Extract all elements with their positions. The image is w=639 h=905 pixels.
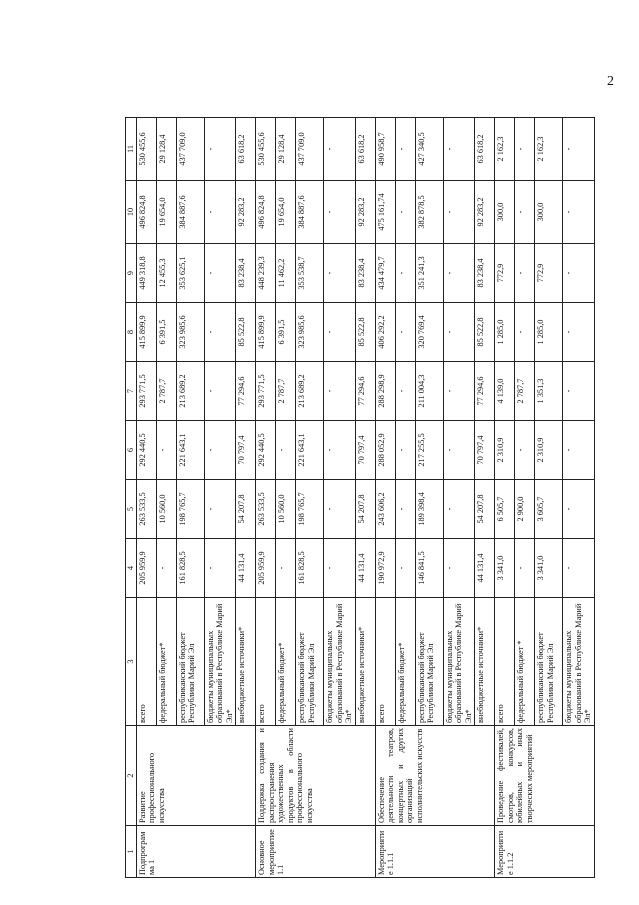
amount-cell: 1 351,3 [535, 362, 563, 421]
funding-source: федеральный бюджет* [156, 598, 176, 726]
amount-cell: 217 255,5 [415, 421, 443, 480]
amount-cell: - [324, 362, 356, 421]
amount-cell: 1 285,0 [535, 303, 563, 362]
amount-cell: - [515, 421, 535, 480]
amount-cell: 384 887,6 [296, 181, 324, 244]
amount-cell: 496 824,8 [136, 181, 156, 244]
amount-cell: 415 899,9 [136, 303, 156, 362]
amount-cell: 288 052,9 [375, 421, 395, 480]
amount-cell: 161 828,5 [176, 539, 204, 598]
amount-cell: 12 455,3 [156, 244, 176, 303]
amount-cell: 415 899,9 [256, 303, 276, 362]
amount-cell: - [204, 118, 236, 181]
column-header-3: 3 [126, 598, 137, 726]
program-code: Подпрограмма 1 [136, 826, 256, 878]
program-name: Проведение фестивалей, смотров, конкурсов, юбилейных и иных творческих мероприятий [495, 726, 595, 826]
funding-source: бюджеты муниципальных образований в Республике Марий Эл* [443, 598, 475, 726]
amount-cell: 351 241,3 [415, 244, 443, 303]
amount-cell: - [563, 421, 595, 480]
amount-cell: 63 618,2 [355, 118, 375, 181]
column-header-1: 1 [126, 826, 137, 878]
amount-cell: 292 440,5 [256, 421, 276, 480]
program-name: Развитие профессионального искусства [136, 726, 256, 826]
amount-cell: 2 310,9 [495, 421, 515, 480]
column-header-4: 4 [126, 539, 137, 598]
amount-cell: 490 958,7 [375, 118, 395, 181]
amount-cell: - [443, 118, 475, 181]
column-header-7: 7 [126, 362, 137, 421]
amount-cell: 83 238,4 [475, 244, 495, 303]
amount-cell: 2 787,7 [276, 362, 296, 421]
amount-cell: - [324, 421, 356, 480]
funding-source: бюджеты муниципальных образований в Республике Марий Эл* [563, 598, 595, 726]
amount-cell: 772,9 [495, 244, 515, 303]
funding-source: республиканский бюджет Республики Марий Эл [535, 598, 563, 726]
amount-cell: 3 605,7 [535, 480, 563, 539]
amount-cell: 70 797,4 [236, 421, 256, 480]
amount-cell: 3 341,0 [535, 539, 563, 598]
amount-cell: 3 341,0 [495, 539, 515, 598]
amount-cell: 213 689,2 [176, 362, 204, 421]
amount-cell: 10 560,0 [276, 480, 296, 539]
amount-cell: - [204, 539, 236, 598]
amount-cell: 54 207,8 [355, 480, 375, 539]
amount-cell: 382 878,5 [415, 181, 443, 244]
amount-cell: 198 765,7 [176, 480, 204, 539]
funding-source: внебюджетные источники* [355, 598, 375, 726]
amount-cell: - [443, 181, 475, 244]
amount-cell: 85 522,8 [355, 303, 375, 362]
amount-cell: 189 398,4 [415, 480, 443, 539]
amount-cell: 353 625,1 [176, 244, 204, 303]
amount-cell: 353 538,7 [296, 244, 324, 303]
funding-source: федеральный бюджет* [395, 598, 415, 726]
program-code: Мероприятие 1.1.1 [375, 826, 495, 878]
amount-cell: - [563, 181, 595, 244]
amount-cell: 1 285,0 [495, 303, 515, 362]
amount-cell: 288 298,9 [375, 362, 395, 421]
amount-cell: 293 771,5 [136, 362, 156, 421]
table-row [136, 118, 156, 878]
amount-cell: - [443, 421, 475, 480]
amount-cell: - [395, 421, 415, 480]
amount-cell: - [395, 480, 415, 539]
amount-cell: - [515, 303, 535, 362]
amount-cell: 205 959,9 [256, 539, 276, 598]
amount-cell: 323 985,6 [296, 303, 324, 362]
column-header-6: 6 [126, 421, 137, 480]
amount-cell: 293 771,5 [256, 362, 276, 421]
amount-cell: 2 787,7 [515, 362, 535, 421]
amount-cell: - [324, 480, 356, 539]
table-row [256, 118, 276, 878]
amount-cell: - [563, 362, 595, 421]
amount-cell: 4 139,0 [495, 362, 515, 421]
amount-cell: - [395, 244, 415, 303]
funding-source: внебюджетные источники* [475, 598, 495, 726]
amount-cell: - [156, 421, 176, 480]
amount-cell: 300,0 [495, 181, 515, 244]
amount-cell: 198 765,7 [296, 480, 324, 539]
amount-cell: - [563, 539, 595, 598]
amount-cell: 263 533,5 [136, 480, 156, 539]
column-header-10: 10 [126, 181, 137, 244]
amount-cell: - [515, 118, 535, 181]
amount-cell: - [324, 539, 356, 598]
amount-cell: 92 283,2 [475, 181, 495, 244]
amount-cell: 70 797,4 [475, 421, 495, 480]
amount-cell: - [395, 181, 415, 244]
column-header-2: 2 [126, 726, 137, 826]
amount-cell: 263 533,5 [256, 480, 276, 539]
amount-cell: 221 643,1 [296, 421, 324, 480]
amount-cell: 19 654,0 [276, 181, 296, 244]
amount-cell: 448 239,3 [256, 244, 276, 303]
amount-cell: 19 654,0 [156, 181, 176, 244]
amount-cell: 427 340,5 [415, 118, 443, 181]
amount-cell: 77 294,6 [355, 362, 375, 421]
program-name: Поддержка создания и распространения художественных продуктов в области профессионального искусства [256, 726, 376, 826]
amount-cell: - [563, 303, 595, 362]
funding-source: внебюджетные источники* [236, 598, 256, 726]
funding-source: бюджеты муниципальных образований в Республике Марий Эл* [324, 598, 356, 726]
amount-cell: 63 618,2 [475, 118, 495, 181]
program-code: Мероприятие 1.1.2 [495, 826, 595, 878]
amount-cell: 190 972,9 [375, 539, 395, 598]
amount-cell: 213 689,2 [296, 362, 324, 421]
amount-cell: - [515, 181, 535, 244]
header-row [126, 118, 137, 878]
amount-cell: - [443, 244, 475, 303]
amount-cell: 92 283,2 [236, 181, 256, 244]
amount-cell: 434 479,7 [375, 244, 395, 303]
amount-cell: - [515, 244, 535, 303]
amount-cell: - [204, 362, 236, 421]
amount-cell: - [156, 539, 176, 598]
amount-cell: 437 709,0 [176, 118, 204, 181]
amount-cell: - [204, 244, 236, 303]
amount-cell: 44 131,4 [475, 539, 495, 598]
amount-cell: 211 004,3 [415, 362, 443, 421]
amount-cell: - [563, 480, 595, 539]
amount-cell: - [563, 244, 595, 303]
amount-cell: - [204, 421, 236, 480]
amount-cell: 2 787,7 [156, 362, 176, 421]
amount-cell: - [276, 421, 296, 480]
amount-cell: 54 207,8 [236, 480, 256, 539]
funding-table [125, 117, 595, 878]
amount-cell: - [276, 539, 296, 598]
amount-cell: - [395, 303, 415, 362]
amount-cell: 54 207,8 [475, 480, 495, 539]
amount-cell: 2 162,3 [495, 118, 515, 181]
funding-source: всего [136, 598, 156, 726]
amount-cell: 70 797,4 [355, 421, 375, 480]
amount-cell: - [563, 118, 595, 181]
amount-cell: 300,0 [535, 181, 563, 244]
amount-cell: 6 391,5 [156, 303, 176, 362]
amount-cell: 530 455,6 [136, 118, 156, 181]
amount-cell: 205 959,9 [136, 539, 156, 598]
amount-cell: - [204, 181, 236, 244]
amount-cell: - [324, 181, 356, 244]
program-name: Обеспечение деятельности театров, концертных и других организаций исполнительских искусств [375, 726, 495, 826]
amount-cell: 63 618,2 [236, 118, 256, 181]
amount-cell: 496 824,8 [256, 181, 276, 244]
amount-cell: 29 128,4 [156, 118, 176, 181]
funding-source: республиканский бюджет Республики Марий Эл [296, 598, 324, 726]
amount-cell: 44 131,4 [355, 539, 375, 598]
amount-cell: 2 900,0 [515, 480, 535, 539]
amount-cell: - [204, 480, 236, 539]
funding-source: республиканский бюджет Республики Марий Эл [415, 598, 443, 726]
amount-cell: 11 462,2 [276, 244, 296, 303]
amount-cell: - [324, 244, 356, 303]
amount-cell: - [395, 362, 415, 421]
amount-cell: 77 294,6 [236, 362, 256, 421]
amount-cell: - [515, 539, 535, 598]
amount-cell: 44 131,4 [236, 539, 256, 598]
amount-cell: - [443, 303, 475, 362]
amount-cell: 320 769,4 [415, 303, 443, 362]
amount-cell: 2 310,9 [535, 421, 563, 480]
amount-cell: 292 440,5 [136, 421, 156, 480]
amount-cell: 85 522,8 [475, 303, 495, 362]
page-number: 2 [607, 74, 614, 89]
amount-cell: 2 162,3 [535, 118, 563, 181]
funding-source: всего [256, 598, 276, 726]
amount-cell: 83 238,4 [236, 244, 256, 303]
amount-cell: 772,9 [535, 244, 563, 303]
amount-cell: 323 985,6 [176, 303, 204, 362]
amount-cell: 161 828,5 [296, 539, 324, 598]
amount-cell: 29 128,4 [276, 118, 296, 181]
amount-cell: 6 391,5 [276, 303, 296, 362]
amount-cell: - [395, 539, 415, 598]
amount-cell: 475 161,74 [375, 181, 395, 244]
amount-cell: 530 455,6 [256, 118, 276, 181]
funding-source: федеральный бюджет* [276, 598, 296, 726]
amount-cell: 92 283,2 [355, 181, 375, 244]
amount-cell: - [324, 118, 356, 181]
amount-cell: 85 522,8 [236, 303, 256, 362]
amount-cell: 6 505,7 [495, 480, 515, 539]
amount-cell: 221 643,1 [176, 421, 204, 480]
program-code: Основное мероприятие 1.1 [256, 826, 376, 878]
table-row [375, 118, 395, 878]
amount-cell: - [443, 480, 475, 539]
funding-source: всего [495, 598, 515, 726]
amount-cell: 243 606,2 [375, 480, 395, 539]
funding-source: бюджеты муниципальных образований в Республике Марий Эл* [204, 598, 236, 726]
amount-cell: - [324, 303, 356, 362]
column-header-8: 8 [126, 303, 137, 362]
amount-cell: 146 841,5 [415, 539, 443, 598]
amount-cell: 437 709,0 [296, 118, 324, 181]
funding-source: всего [375, 598, 395, 726]
amount-cell: 384 887,6 [176, 181, 204, 244]
amount-cell: - [443, 539, 475, 598]
amount-cell: 10 560,0 [156, 480, 176, 539]
amount-cell: - [443, 362, 475, 421]
amount-cell: 406 292,2 [375, 303, 395, 362]
amount-cell: - [395, 118, 415, 181]
rotated-table-container [125, 118, 639, 878]
funding-source: республиканский бюджет Республики Марий Эл [176, 598, 204, 726]
amount-cell: 77 294,6 [475, 362, 495, 421]
column-header-11: 11 [126, 118, 137, 181]
amount-cell: 449 318,8 [136, 244, 156, 303]
table-row [495, 118, 515, 878]
funding-source: федеральный бюджет * [515, 598, 535, 726]
column-header-9: 9 [126, 244, 137, 303]
column-header-5: 5 [126, 480, 137, 539]
amount-cell: - [204, 303, 236, 362]
amount-cell: 83 238,4 [355, 244, 375, 303]
